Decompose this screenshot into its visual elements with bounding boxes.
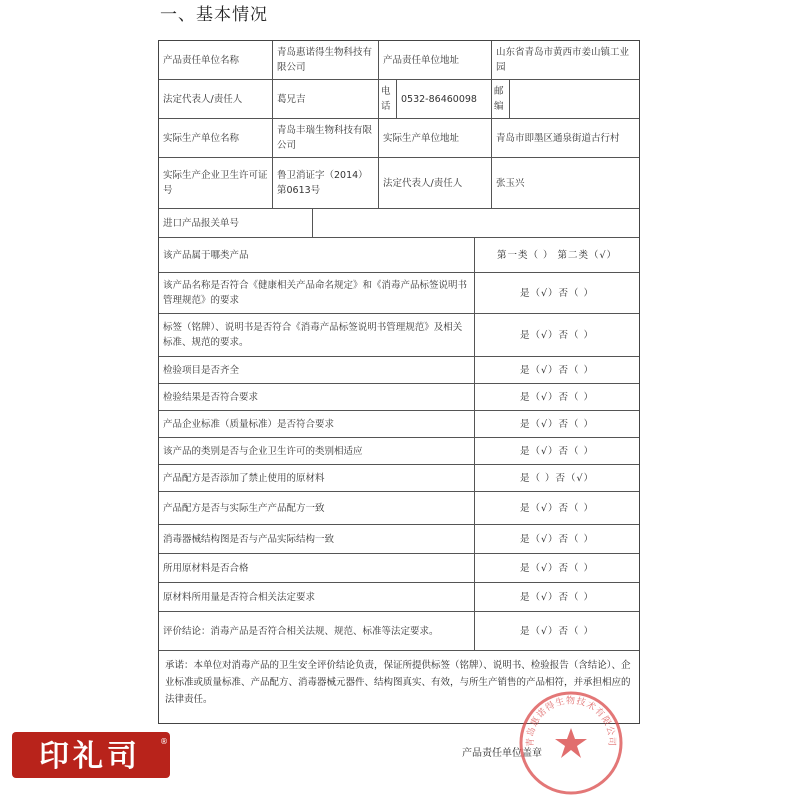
check-answer: 是（√）否（ ） xyxy=(474,411,639,437)
check-answer: 是（√）否（ ） xyxy=(474,492,639,524)
table-row xyxy=(159,208,639,237)
check-row xyxy=(159,553,639,582)
actual-addr-label: 实际生产单位地址 xyxy=(378,119,491,157)
table-row xyxy=(159,79,639,118)
check-row xyxy=(159,272,639,313)
check-question: 该产品名称是否符合《健康相关产品命名规定》和《消毒产品标签说明书管理规范》的要求 xyxy=(163,280,468,306)
company-seal xyxy=(516,688,626,798)
resp-addr-value: 山东省青岛市黄西市姜山镇工业园 xyxy=(491,41,639,79)
check-answer: 是（√）否（ ） xyxy=(474,384,639,410)
check-answer: 是（√）否（ ） xyxy=(474,273,639,313)
check-row xyxy=(159,611,639,650)
check-answer: 是（√）否（ ） xyxy=(474,583,639,611)
import-no-value xyxy=(312,209,639,237)
category-label: 该产品属于哪类产品 xyxy=(163,249,249,261)
check-question: 检验结果是否符合要求 xyxy=(163,391,259,403)
phone-label: 电话 xyxy=(378,80,396,118)
check-row xyxy=(159,464,639,491)
resp-unit-value: 青岛惠诺得生物科技有限公司 xyxy=(272,41,378,79)
legal-rep-label: 法定代表人/责任人 xyxy=(163,93,243,105)
actual-addr-value: 青岛市即墨区通泉街道古行村 xyxy=(491,119,639,157)
check-question: 该产品的类别是否与企业卫生许可的类别相适应 xyxy=(163,445,363,457)
check-question: 标签（铭牌）、说明书是否符合《消毒产品标签说明书管理规范》及相关标准、规范的要求。 xyxy=(163,322,463,348)
check-row xyxy=(159,582,639,611)
check-question: 检验项目是否齐全 xyxy=(163,364,240,376)
check-row xyxy=(159,313,639,356)
legal-rep2-value: 张玉兴 xyxy=(491,158,639,208)
check-answer: 是（ ）否（√） xyxy=(474,465,639,491)
check-question: 产品企业标准（质量标准）是否符合要求 xyxy=(163,418,335,430)
section-title: 一、基本情况 xyxy=(160,5,268,25)
commitment-text: 承诺：本单位对消毒产品的卫生安全评价结论负责，保证所提供标签（铭牌）、说明书、检验报告（含结论）、企业标准或质量标准、产品配方、消毒器械元器件、结构图真实、有效，与所生产销售的产品相符，并承担相应的法律责任。 xyxy=(165,660,631,705)
resp-unit-label: 产品责任单位名称 xyxy=(163,54,240,66)
license-label: 实际生产企业卫生许可证号 xyxy=(163,170,268,196)
import-no-label: 进口产品报关单号 xyxy=(163,217,240,229)
check-answer: 是（√）否（ ） xyxy=(474,357,639,383)
check-answer: 是（√）否（ ） xyxy=(474,525,639,553)
check-row xyxy=(159,356,639,383)
check-question: 消毒器械结构图是否与产品实际结构一致 xyxy=(163,533,335,545)
table-row xyxy=(159,118,639,157)
basic-info-table xyxy=(158,40,640,724)
conclusion-answer: 是（√）否（ ） xyxy=(474,612,639,650)
seal-caption: 产品责任单位盖章 xyxy=(462,748,542,759)
postcode-label: 邮编 xyxy=(491,80,509,118)
check-row xyxy=(159,491,639,524)
check-answer: 是（√）否（ ） xyxy=(474,554,639,582)
resp-addr-label: 产品责任单位地址 xyxy=(378,41,491,79)
svg-text:®: ® xyxy=(160,737,168,746)
conclusion-question: 评价结论：消毒产品是否符合相关法规、规范、标准等法定要求。 xyxy=(163,625,439,637)
check-row xyxy=(159,410,639,437)
check-question: 原材料所用量是否符合相关法定要求 xyxy=(163,591,316,603)
svg-text:印礼司: 印礼司 xyxy=(39,739,141,774)
actual-unit-label: 实际生产单位名称 xyxy=(163,132,240,144)
table-row xyxy=(159,157,639,208)
phone-value: 0532-86460098 xyxy=(396,80,491,118)
svg-text:青岛惠诺得生物技术有限公司: 青岛惠诺得生物技术有限公司 xyxy=(525,696,617,747)
table-row xyxy=(159,41,639,79)
check-answer: 是（√）否（ ） xyxy=(474,438,639,464)
legal-rep-value: 葛兄吉 xyxy=(272,80,378,118)
check-question: 产品配方是否与实际生产产品配方一致 xyxy=(163,502,325,514)
check-question: 产品配方是否添加了禁止使用的原材料 xyxy=(163,472,325,484)
check-row xyxy=(159,437,639,464)
check-row xyxy=(159,524,639,553)
postcode-value xyxy=(509,80,639,118)
category-value: 第一类（ ） 第二类（√） xyxy=(474,238,639,272)
legal-rep2-label: 法定代表人/责任人 xyxy=(378,158,491,208)
table-row xyxy=(159,237,639,272)
license-value: 鲁卫消证字（2014）第0613号 xyxy=(272,158,378,208)
check-answer: 是（√）否（ ） xyxy=(474,314,639,356)
brand-logo xyxy=(10,728,172,782)
actual-unit-value: 青岛丰瑞生物科技有限公司 xyxy=(272,119,378,157)
check-row xyxy=(159,383,639,410)
check-question: 所用原材料是否合格 xyxy=(163,562,249,574)
